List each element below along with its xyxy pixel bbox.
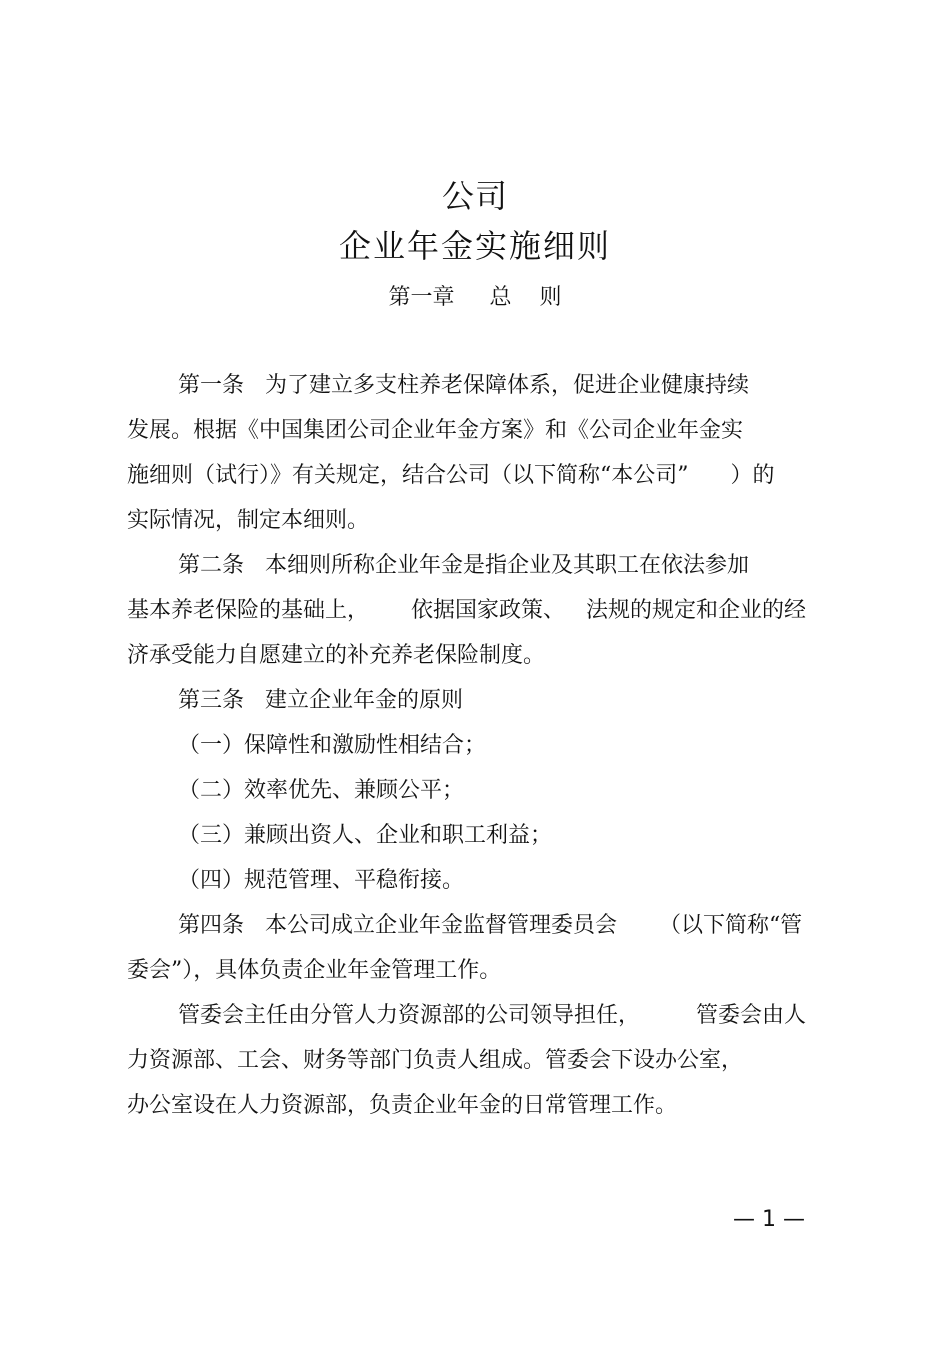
article-2-line-1: 第二条 本细则所称企业年金是指企业及其职工在依法参加: [178, 553, 749, 578]
article-4-line-1: 第四条 本公司成立企业年金监督管理委员会 （以下简称“管: [178, 913, 803, 938]
principle-item-2: （二）效率优先、兼顾公平；: [178, 778, 465, 803]
article-2-line-3: 济承受能力自愿建立的补充养老保险制度。: [127, 643, 546, 668]
chapter-heading: 第一章 总 则: [388, 285, 562, 310]
document-title: 企业年金实施细则: [338, 227, 611, 265]
principle-item-3: （三）兼顾出资人、企业和职工利益；: [178, 823, 553, 848]
article-4-line-2: 委会”），具体负责企业年金管理工作。: [127, 958, 502, 983]
company-title: 公司: [441, 177, 508, 215]
principle-item-1: （一）保障性和激励性相结合；: [178, 733, 487, 758]
principle-item-4: （四）规范管理、平稳衔接。: [178, 868, 465, 893]
committee-line-2: 力资源部、工会、财务等部门负责人组成。管委会下设办公室，: [127, 1048, 744, 1073]
article-2-line-2: 基本养老保险的基础上， 依据国家政策、 法规的规定和企业的经: [127, 598, 806, 623]
article-1-line-3: 施细则（试行）》有关规定，结合公司（以下简称“本公司” ）的: [127, 463, 775, 488]
article-1-line-4: 实际情况，制定本细则。: [127, 508, 370, 533]
page-number: — 1 —: [733, 1207, 805, 1232]
committee-line-1: 管委会主任由分管人力资源部的公司领导担任， 管委会由人: [178, 1003, 806, 1028]
article-3-heading: 第三条 建立企业年金的原则: [178, 688, 463, 713]
committee-line-3: 办公室设在人力资源部，负责企业年金的日常管理工作。: [127, 1093, 678, 1118]
article-1-line-2: 发展。根据《中国集团公司企业年金方案》和《公司企业年金实: [127, 418, 744, 443]
article-1-line-1: 第一条 为了建立多支柱养老保障体系，促进企业健康持续: [178, 373, 749, 398]
